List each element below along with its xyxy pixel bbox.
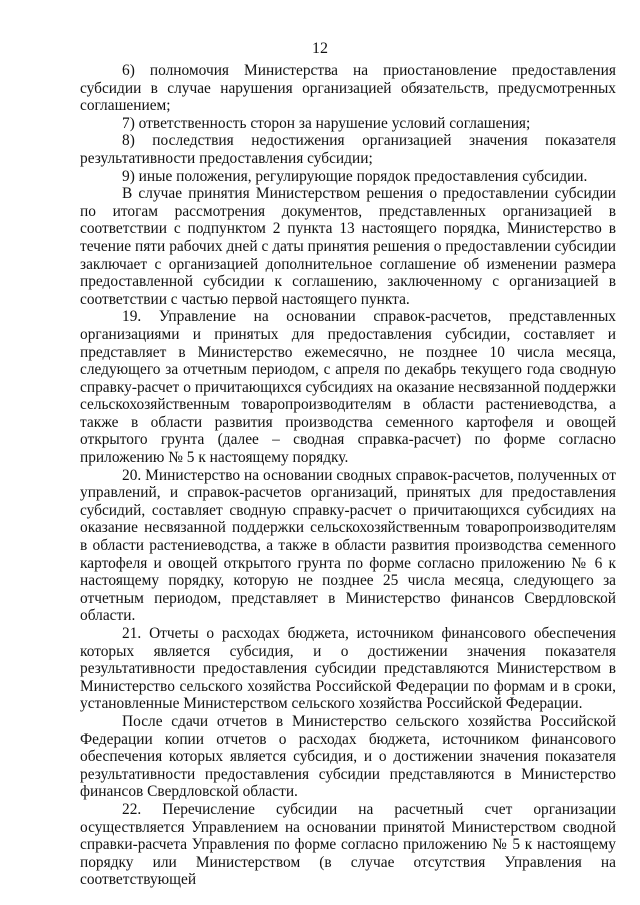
paragraph-item-6: 6) полномочия Министерства на приостановление предоставления субсидии в случае нарушения организацией обязательств, предусмотренных соглашением; bbox=[80, 62, 616, 115]
document-body bbox=[80, 62, 616, 889]
paragraph-section-21: 21. Отчеты о расходах бюджета, источником финансового обеспечения которых является субсидия, и о достижении значения показателя результативности предоставления субсидии представляются Министерством в Министерство сельского хозяйства Российской Федерации по формам и в сроки, установленные Министерством сельского хозяйства Российской Федерации. bbox=[80, 625, 616, 713]
paragraph-section-19: 19. Управление на основании справок-расчетов, представленных организациями и принятых для предоставления субсидии, составляет и представляет в Министерство ежемесячно, не позднее 10 числа месяца, следующего за отчетным периодом, с апреля по декабрь текущего года сводную справку-расчет о причитающихся субсидиях на оказание несвязанной поддержки сельскохозяйственным товаропроизводителям в области растениеводства, а также в области развития производства семенного картофеля и овощей открытого грунта (далее – сводная справка-расчет) по форме согласно приложению № 5 к настоящему порядку. bbox=[80, 308, 616, 467]
paragraph-section-20: 20. Министерство на основании сводных справок-расчетов, полученных от управлений, и справок-расчетов организаций, принятых для предоставления субсидий, составляет сводную справку-расчет о причитающихся субсидиях на оказание несвязанной поддержки сельскохозяйственным товаропроизводителям в области растениеводства, а также в области развития производства семенного картофеля и овощей открытого грунта по форме согласно приложению № 6 к настоящему порядку, которую не позднее 25 числа месяца, следующего за отчетным периодом, представляет в Министерство финансов Свердловской области. bbox=[80, 466, 616, 625]
paragraph-item-8: 8) последствия недостижения организацией значения показателя результативности предоставления субсидии; bbox=[80, 132, 616, 167]
paragraph-reports-copies: После сдачи отчетов в Министерство сельского хозяйства Российской Федерации копии отчетов о расходах бюджета, источником финансового обеспечения которых является субсидия, и о достижении значения показателя результативности предоставления субсидии представляются в Министерство финансов Свердловской области. bbox=[80, 712, 616, 801]
paragraph-section-22: 22. Перечисление субсидии на расчетный счет организации осуществляется Управлением на основании принятой Министерством сводной справки-расчета Управления по форме согласно приложению № 5 к настоящему порядку или Министерством (в случае отсутствия Управления на соответствующей bbox=[80, 800, 616, 889]
page-number: 12 bbox=[312, 40, 328, 57]
paragraph-supplementary-agreement: В случае принятия Министерством решения о предоставлении субсидии по итогам рассмотрения документов, представленных организацией в соответствии с подпунктом 2 пункта 13 настоящего порядка, Министерство в течение пяти рабочих дней с даты принятия решения о предоставлении субсидии заключает с организацией дополнительное соглашение об изменении размера предоставленной субсидии к соглашению, заключенному с организацией в соответствии с частью первой настоящего пункта. bbox=[80, 185, 616, 308]
paragraph-item-7: 7) ответственность сторон за нарушение условий соглашения; bbox=[122, 114, 531, 132]
paragraph-item-9: 9) иные положения, регулирующие порядок предоставления субсидии. bbox=[122, 167, 588, 185]
